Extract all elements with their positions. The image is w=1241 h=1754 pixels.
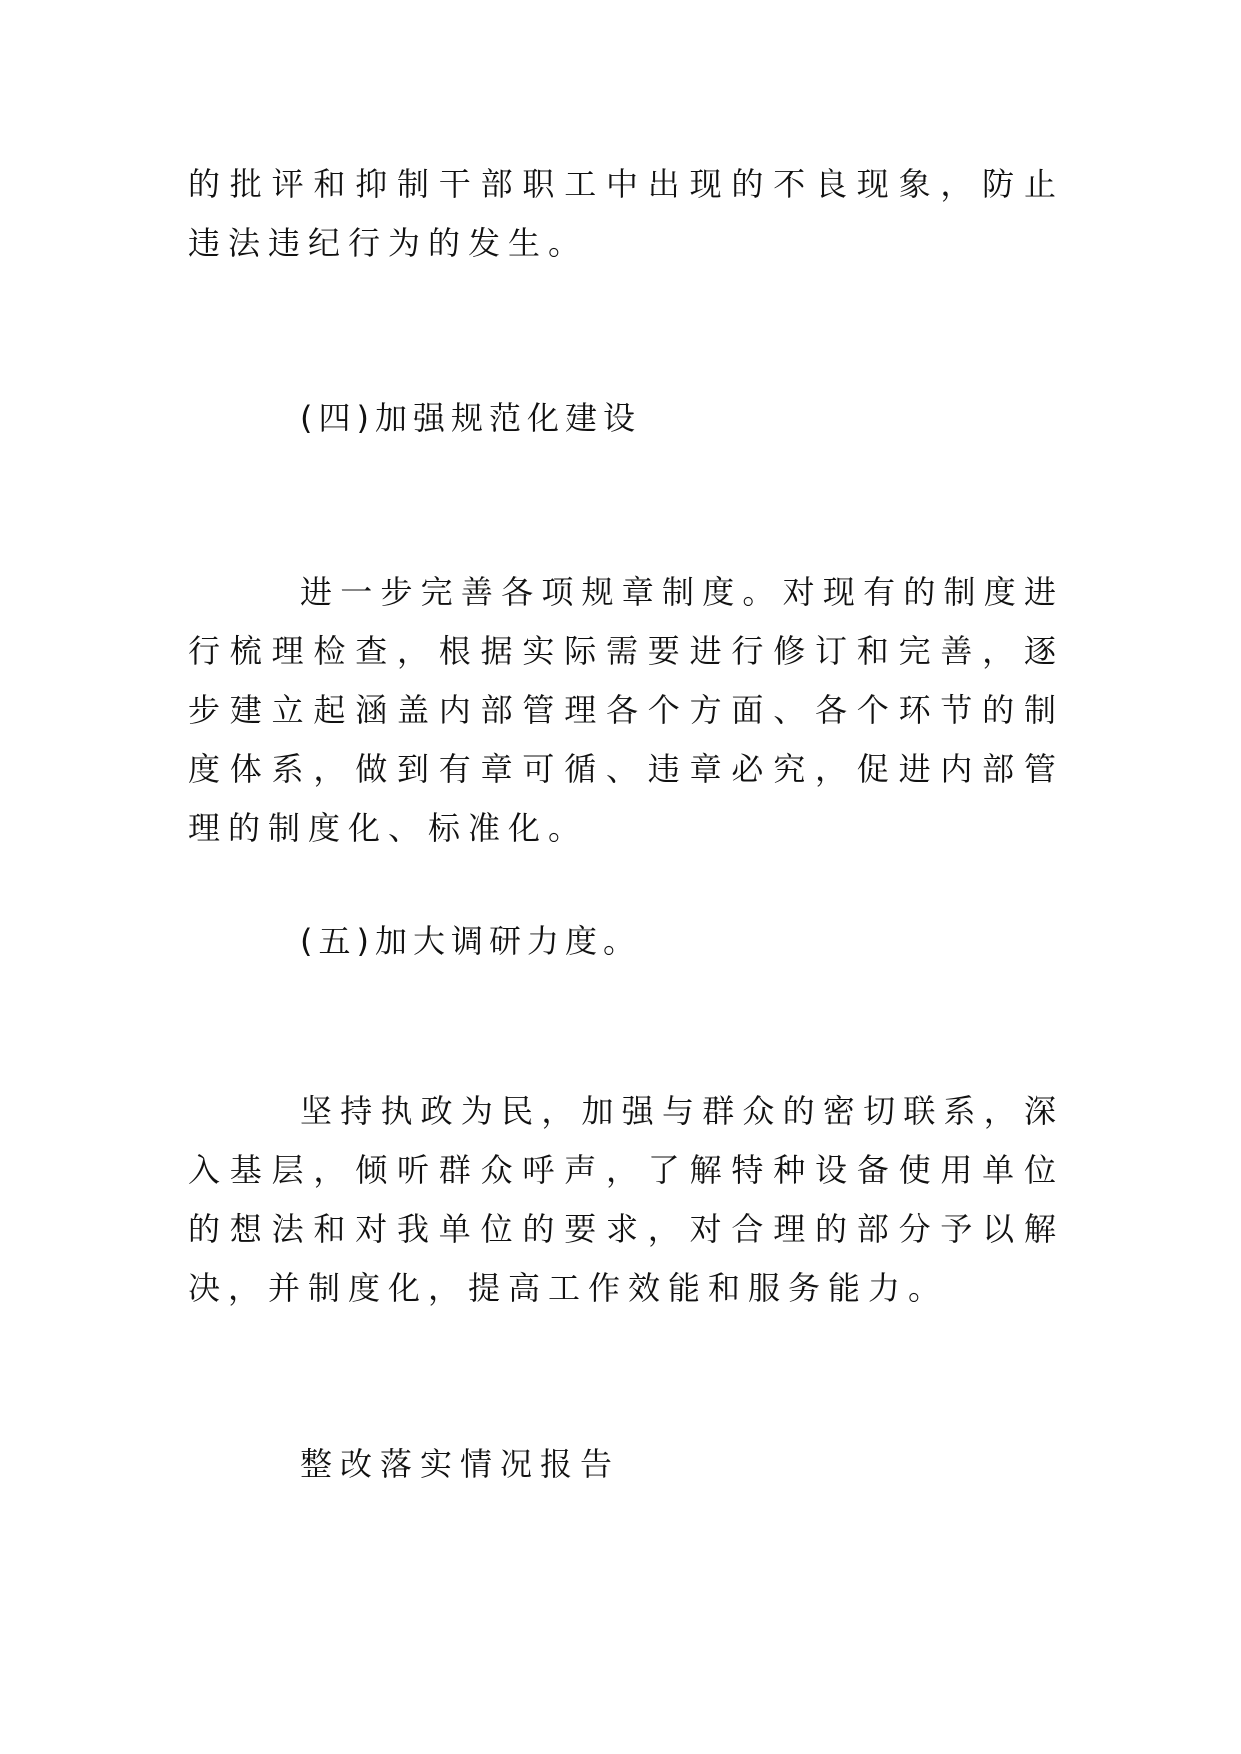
paragraph-regulations: 进一步完善各项规章制度。对现有的制度进行梳理检查，根据实际需要进行修订和完善，逐步建立起涵盖内部管理各个方面、各个环节的制度体系，做到有章可循、违章必究，促进内部管理的制度化、标准化。 [188, 573, 1064, 847]
paragraph-research: 坚持执政为民，加强与群众的密切联系，深入基层，倾听群众呼声，了解特种设备使用单位的想法和对我单位的要求，对合理的部分予以解决，并制度化，提高工作效能和服务能力。 [188, 1092, 1064, 1307]
section-heading-5: (五)加大调研力度。 [300, 922, 641, 960]
paragraph-continuation: 的批评和抑制干部职工中出现的不良现象，防止违法违纪行为的发生。 [188, 165, 1064, 262]
section-heading-4: (四)加强规范化建设 [300, 399, 641, 437]
report-title: 整改落实情况报告 [300, 1445, 621, 1483]
